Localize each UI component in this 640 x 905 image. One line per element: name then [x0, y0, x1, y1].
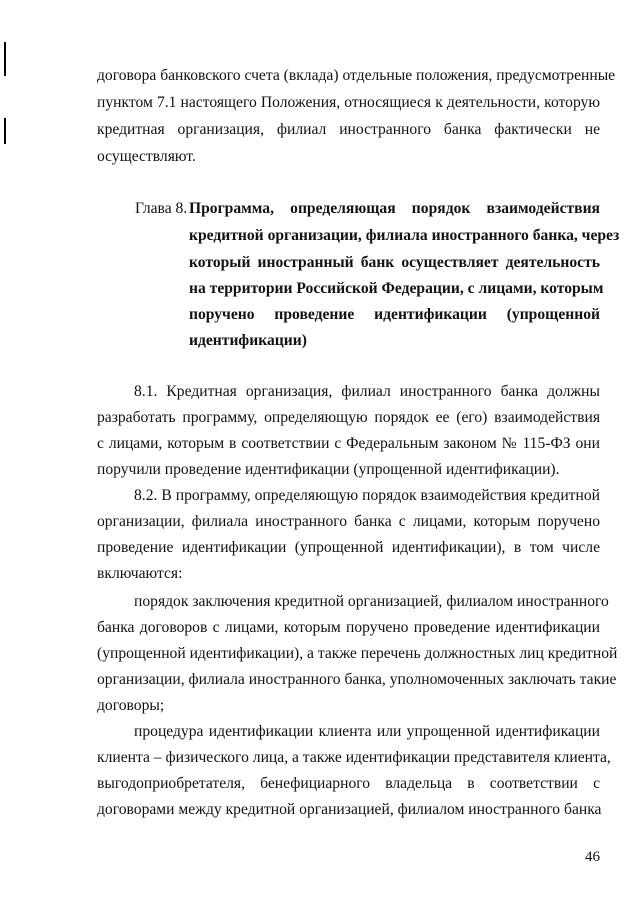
paragraph-line: клиента – физического лица, а также идентификации представителя клиента,: [97, 749, 611, 766]
paragraph-line: поручили проведение идентификации (упрощенной идентификации).: [97, 461, 560, 478]
chapter-title-line: поручено проведение идентификации (упрощенной: [189, 306, 600, 323]
paragraph-line: организации, филиала иностранного банка, уполномоченных заключать такие: [97, 671, 617, 688]
paragraph-line: (упрощенной идентификации), а также перечень должностных лиц кредитной: [97, 645, 618, 662]
paragraph-line: с лицами, которым в соответствии с Федеральным законом № 115-ФЗ они: [97, 435, 600, 452]
paragraph-line: осуществляют.: [97, 148, 196, 165]
page-number: 46: [585, 849, 600, 865]
chapter-title-line: который иностранный банк осуществляет деятельность: [189, 254, 600, 271]
paragraph-line: порядок заключения кредитной организацией, филиалом иностранного: [134, 593, 609, 610]
scan-margin-mark: [4, 42, 6, 76]
paragraph-line: проведение идентификации (упрощенной идентификации), в том числе: [97, 539, 600, 556]
paragraph-line: пунктом 7.1 настоящего Положения, относящиеся к деятельности, которую: [97, 94, 600, 111]
paragraph-line: выгодоприобретателя, бенефициарного владельца в соответствии с: [97, 775, 600, 792]
paragraph-line: 8.1. Кредитная организация, филиал иностранного банка должны: [134, 383, 600, 400]
paragraph-line: организации, филиала иностранного банка с лицами, которым поручено: [97, 513, 600, 530]
paragraph-line: договоры;: [97, 697, 165, 714]
chapter-title-line: идентификации): [189, 332, 307, 349]
paragraph-line: 8.2. В программу, определяющую порядок взаимодействия кредитной: [134, 487, 600, 504]
scan-margin-mark: [4, 118, 6, 144]
paragraph-line: разработать программу, определяющую порядок ее (его) взаимодействия: [97, 409, 600, 426]
paragraph-line: банка договоров с лицами, которым поручено проведение идентификации: [97, 619, 600, 636]
paragraph-line: договора банковского счета (вклада) отдельные положения, предусмотренные: [97, 67, 616, 84]
paragraph-line: включаются:: [97, 565, 183, 582]
chapter-title-line: на территории Российской Федерации, с лицами, которым: [189, 280, 604, 297]
chapter-title-line: Программа, определяющая порядок взаимодействия: [189, 200, 600, 217]
chapter-title-line: кредитной организации, филиала иностранного банка, через: [189, 227, 620, 244]
paragraph-line: договорами между кредитной организацией, филиалом иностранного банка: [97, 801, 602, 818]
paragraph-line: кредитная организация, филиал иностранного банка фактически не: [97, 121, 600, 138]
chapter-label: Глава 8.: [135, 200, 188, 217]
paragraph-line: процедура идентификации клиента или упрощенной идентификации: [134, 723, 600, 740]
